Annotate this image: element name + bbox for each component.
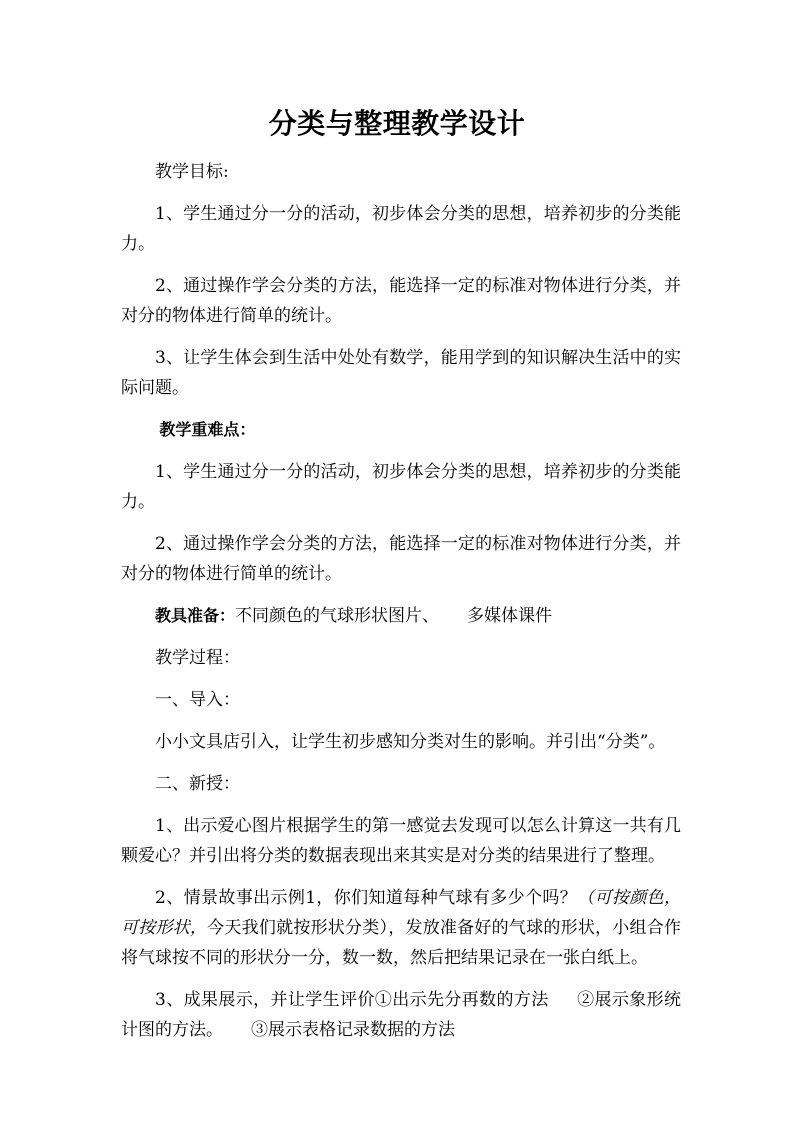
key-point-1: 1、学生通过分一分的活动，初步体会分类的思想，培养初步的分类能力。	[121, 462, 681, 512]
key-points-heading: 教学重难点：	[159, 420, 256, 439]
section-1-heading: 一、导入：	[155, 690, 240, 710]
step-2-italic: （可按颜色，可按形状，	[121, 888, 682, 938]
process-heading: 教学过程：	[155, 648, 240, 668]
step-3-text-c: ③展示表格记录数据的方法	[251, 1020, 455, 1040]
teaching-tools	[121, 601, 681, 631]
goal-1: 1、学生通过分一分的活动，初步体会分类的思想，培养初步的分类能力。	[121, 204, 681, 254]
step-3-text-a: 3、成果展示，并让学生评价①出示先分再数的方法	[155, 990, 549, 1010]
key-point-2: 2、通过操作学会分类的方法，能选择一定的标准对物体进行分类，并对分的物体进行简单的统计。	[121, 534, 681, 584]
goal-2: 2、通过操作学会分类的方法，能选择一定的标准对物体进行分类，并对分的物体进行简单的统计。	[121, 276, 681, 326]
tools-text-b: 多媒体课件	[467, 606, 553, 626]
step-3-text-b: ②展示象形统计图的方法。	[121, 990, 681, 1040]
step-2	[121, 883, 681, 973]
section-1-text: 小小文具店引入，让学生初步感知分类对生的影响。并引出“分类”。	[155, 732, 666, 752]
step-2-text-a: 2、情景故事出示例1，你们知道每种气球有多少个吗？	[155, 888, 578, 908]
step-2-text-b: 今天我们就按形状分类），发放准备好的气球的形状，小组合作将气球按不同的形状分一分，数一数，然后把结果记录在一张白纸上。	[121, 918, 681, 968]
page-title: 分类与整理教学设计	[268, 107, 526, 140]
tools-label: 教具准备：	[155, 606, 236, 625]
step-3	[121, 985, 681, 1045]
goals-heading: 教学目标:	[155, 162, 229, 182]
tools-text-a: 不同颜色的气球形状图片、	[235, 606, 440, 626]
goal-3: 3、让学生体会到生活中处处有数学，能用学到的知识解决生活中的实际问题。	[121, 348, 681, 398]
document-body	[121, 157, 681, 1057]
step-1: 1、出示爱心图片根据学生的第一感觉去发现可以怎么计算这一共有几颗爱心？并引出将分类的数据表现出来其实是对分类的结果进行了整理。	[121, 816, 681, 866]
section-2-heading: 二、新授：	[155, 774, 240, 794]
